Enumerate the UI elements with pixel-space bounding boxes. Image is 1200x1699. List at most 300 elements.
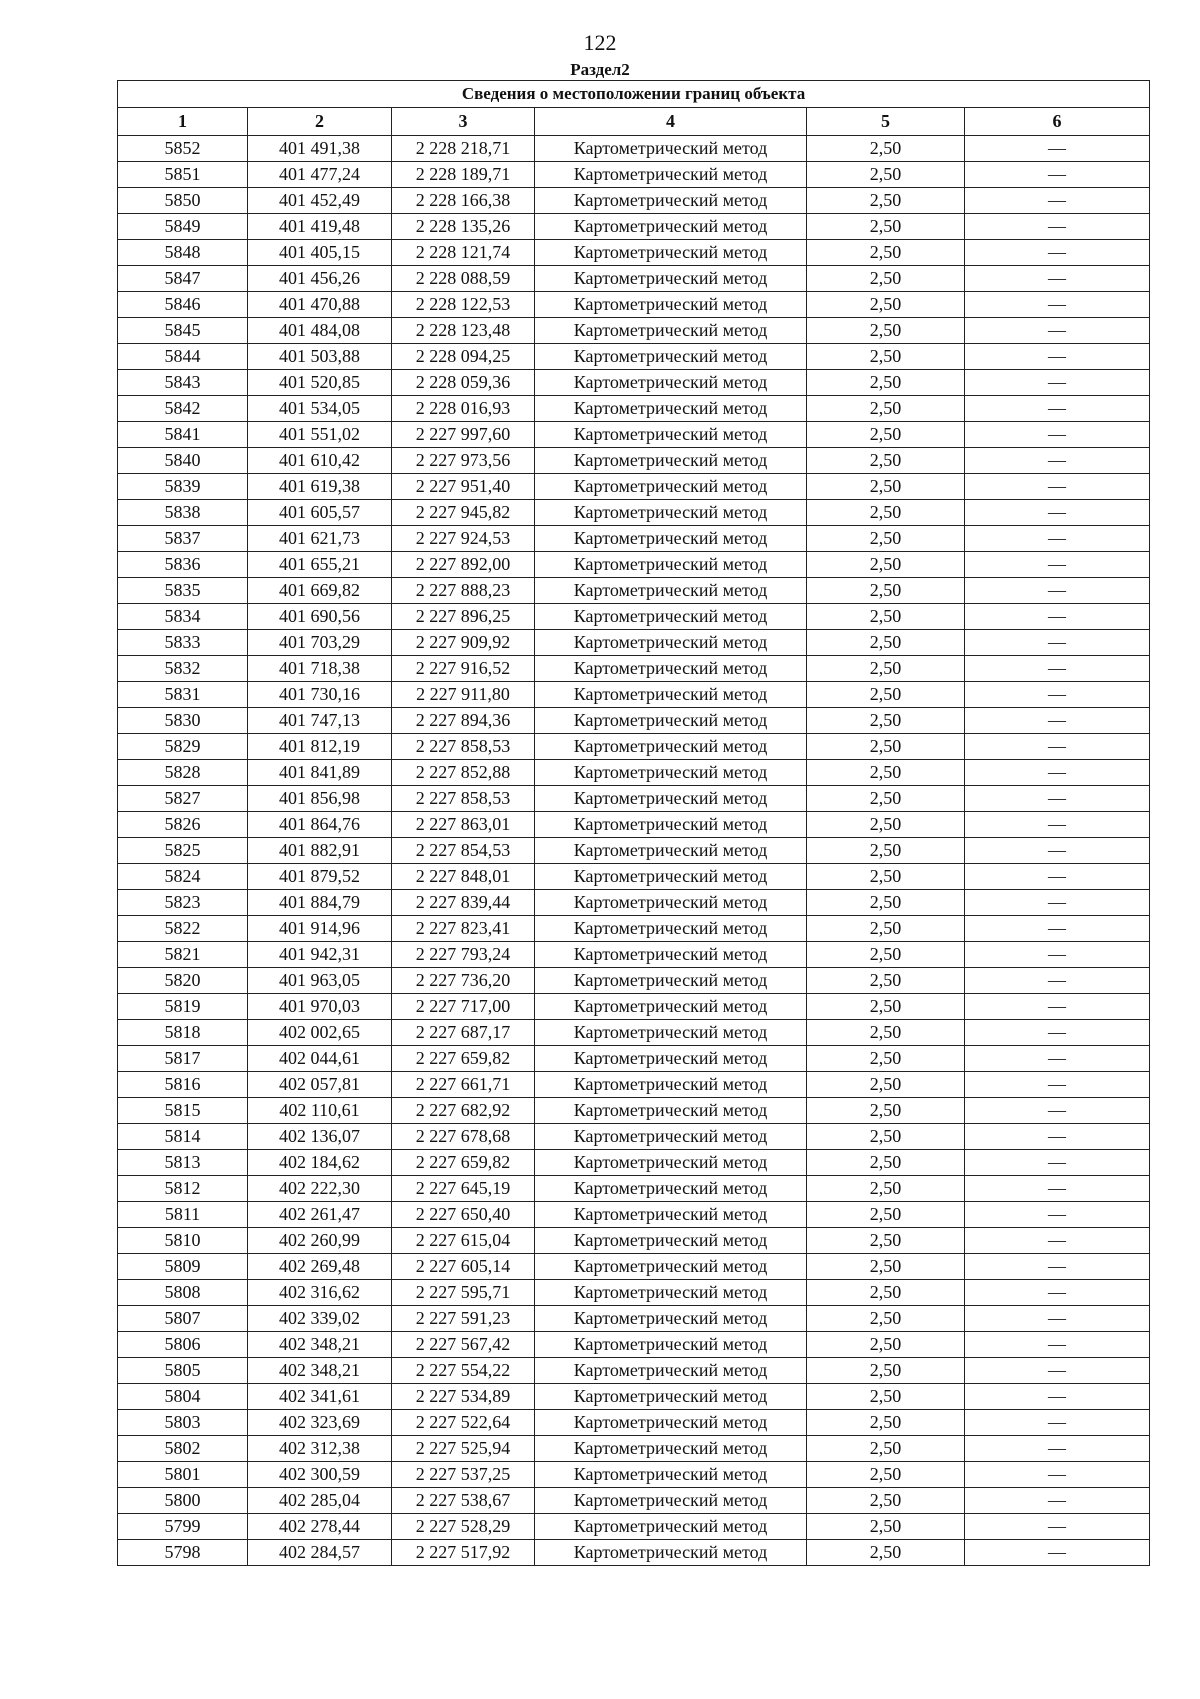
x-coordinate-cell: 402 044,61	[248, 1046, 392, 1072]
accuracy-cell: 2,50	[807, 682, 965, 708]
table-row	[118, 1202, 1150, 1228]
column-number: 1	[118, 108, 248, 136]
x-coordinate-cell: 401 405,15	[248, 240, 392, 266]
x-coordinate-cell: 401 534,05	[248, 396, 392, 422]
x-coordinate-cell: 402 136,07	[248, 1124, 392, 1150]
table-row	[118, 396, 1150, 422]
description-cell: —	[965, 1176, 1150, 1202]
x-coordinate-cell: 402 341,61	[248, 1384, 392, 1410]
method-cell: Картометрический метод	[535, 1306, 807, 1332]
x-coordinate-cell: 401 484,08	[248, 318, 392, 344]
x-coordinate-cell: 402 269,48	[248, 1254, 392, 1280]
x-coordinate-cell: 402 348,21	[248, 1358, 392, 1384]
column-number: 3	[392, 108, 535, 136]
method-cell: Картометрический метод	[535, 1072, 807, 1098]
point-number-cell: 5822	[118, 916, 248, 942]
point-number-cell: 5826	[118, 812, 248, 838]
method-cell: Картометрический метод	[535, 396, 807, 422]
point-number-cell: 5846	[118, 292, 248, 318]
point-number-cell: 5809	[118, 1254, 248, 1280]
description-cell: —	[965, 162, 1150, 188]
description-cell: —	[965, 1072, 1150, 1098]
y-coordinate-cell: 2 227 945,82	[392, 500, 535, 526]
point-number-cell: 5805	[118, 1358, 248, 1384]
table-row	[118, 656, 1150, 682]
section-title: Раздел2	[570, 60, 630, 79]
y-coordinate-cell: 2 227 916,52	[392, 656, 535, 682]
description-cell: —	[965, 1358, 1150, 1384]
point-number-cell: 5820	[118, 968, 248, 994]
x-coordinate-cell: 401 970,03	[248, 994, 392, 1020]
table-row	[118, 1046, 1150, 1072]
table-row	[118, 318, 1150, 344]
y-coordinate-cell: 2 228 088,59	[392, 266, 535, 292]
point-number-cell: 5832	[118, 656, 248, 682]
accuracy-cell: 2,50	[807, 1436, 965, 1462]
y-coordinate-cell: 2 227 951,40	[392, 474, 535, 500]
x-coordinate-cell: 402 323,69	[248, 1410, 392, 1436]
boundary-coordinates-table	[117, 80, 1150, 1566]
y-coordinate-cell: 2 227 854,53	[392, 838, 535, 864]
point-number-cell: 5825	[118, 838, 248, 864]
method-cell: Картометрический метод	[535, 292, 807, 318]
table-row	[118, 162, 1150, 188]
point-number-cell: 5836	[118, 552, 248, 578]
method-cell: Картометрический метод	[535, 1436, 807, 1462]
method-cell: Картометрический метод	[535, 734, 807, 760]
accuracy-cell: 2,50	[807, 188, 965, 214]
table-row	[118, 1540, 1150, 1566]
x-coordinate-cell: 402 348,21	[248, 1332, 392, 1358]
method-cell: Картометрический метод	[535, 1462, 807, 1488]
method-cell: Картометрический метод	[535, 526, 807, 552]
point-number-cell: 5816	[118, 1072, 248, 1098]
point-number-cell: 5852	[118, 136, 248, 162]
y-coordinate-cell: 2 227 517,92	[392, 1540, 535, 1566]
description-cell: —	[965, 604, 1150, 630]
y-coordinate-cell: 2 227 554,22	[392, 1358, 535, 1384]
table-row	[118, 188, 1150, 214]
accuracy-cell: 2,50	[807, 162, 965, 188]
description-cell: —	[965, 1254, 1150, 1280]
table-row	[118, 526, 1150, 552]
method-cell: Картометрический метод	[535, 1150, 807, 1176]
accuracy-cell: 2,50	[807, 266, 965, 292]
table-row	[118, 1072, 1150, 1098]
description-cell: —	[965, 630, 1150, 656]
point-number-cell: 5818	[118, 1020, 248, 1046]
method-cell: Картометрический метод	[535, 708, 807, 734]
accuracy-cell: 2,50	[807, 1306, 965, 1332]
method-cell: Картометрический метод	[535, 1202, 807, 1228]
method-cell: Картометрический метод	[535, 552, 807, 578]
table-row	[118, 1124, 1150, 1150]
point-number-cell: 5810	[118, 1228, 248, 1254]
y-coordinate-cell: 2 227 605,14	[392, 1254, 535, 1280]
table-row	[118, 500, 1150, 526]
page-number: 122	[583, 30, 617, 55]
accuracy-cell: 2,50	[807, 942, 965, 968]
x-coordinate-cell: 401 503,88	[248, 344, 392, 370]
accuracy-cell: 2,50	[807, 136, 965, 162]
point-number-cell: 5799	[118, 1514, 248, 1540]
y-coordinate-cell: 2 227 567,42	[392, 1332, 535, 1358]
method-cell: Картометрический метод	[535, 136, 807, 162]
description-cell: —	[965, 812, 1150, 838]
description-cell: —	[965, 734, 1150, 760]
accuracy-cell: 2,50	[807, 916, 965, 942]
point-number-cell: 5841	[118, 422, 248, 448]
method-cell: Картометрический метод	[535, 630, 807, 656]
x-coordinate-cell: 402 278,44	[248, 1514, 392, 1540]
y-coordinate-cell: 2 228 189,71	[392, 162, 535, 188]
table-row	[118, 968, 1150, 994]
point-number-cell: 5800	[118, 1488, 248, 1514]
point-number-cell: 5804	[118, 1384, 248, 1410]
accuracy-cell: 2,50	[807, 344, 965, 370]
point-number-cell: 5803	[118, 1410, 248, 1436]
accuracy-cell: 2,50	[807, 734, 965, 760]
x-coordinate-cell: 402 285,04	[248, 1488, 392, 1514]
point-number-cell: 5801	[118, 1462, 248, 1488]
accuracy-cell: 2,50	[807, 500, 965, 526]
method-cell: Картометрический метод	[535, 162, 807, 188]
method-cell: Картометрический метод	[535, 1540, 807, 1566]
point-number-cell: 5830	[118, 708, 248, 734]
description-cell: —	[965, 1462, 1150, 1488]
x-coordinate-cell: 402 284,57	[248, 1540, 392, 1566]
description-cell: —	[965, 1384, 1150, 1410]
table-row	[118, 1020, 1150, 1046]
table-row	[118, 1384, 1150, 1410]
method-cell: Картометрический метод	[535, 1228, 807, 1254]
description-cell: —	[965, 526, 1150, 552]
table-caption: Сведения о местоположении границ объекта	[118, 81, 1150, 108]
method-cell: Картометрический метод	[535, 760, 807, 786]
point-number-cell: 5817	[118, 1046, 248, 1072]
point-number-cell: 5802	[118, 1436, 248, 1462]
method-cell: Картометрический метод	[535, 318, 807, 344]
table-row	[118, 890, 1150, 916]
point-number-cell: 5843	[118, 370, 248, 396]
table-row	[118, 864, 1150, 890]
accuracy-cell: 2,50	[807, 864, 965, 890]
table-row	[118, 1488, 1150, 1514]
description-cell: —	[965, 708, 1150, 734]
description-cell: —	[965, 240, 1150, 266]
accuracy-cell: 2,50	[807, 1098, 965, 1124]
method-cell: Картометрический метод	[535, 682, 807, 708]
table-row	[118, 708, 1150, 734]
y-coordinate-cell: 2 227 595,71	[392, 1280, 535, 1306]
table-row	[118, 1280, 1150, 1306]
x-coordinate-cell: 402 002,65	[248, 1020, 392, 1046]
table-row	[118, 1228, 1150, 1254]
y-coordinate-cell: 2 227 717,00	[392, 994, 535, 1020]
method-cell: Картометрический метод	[535, 214, 807, 240]
table-row	[118, 604, 1150, 630]
y-coordinate-cell: 2 227 888,23	[392, 578, 535, 604]
table-row	[118, 838, 1150, 864]
y-coordinate-cell: 2 227 537,25	[392, 1462, 535, 1488]
point-number-cell: 5798	[118, 1540, 248, 1566]
x-coordinate-cell: 401 879,52	[248, 864, 392, 890]
table-row	[118, 682, 1150, 708]
point-number-cell: 5845	[118, 318, 248, 344]
accuracy-cell: 2,50	[807, 370, 965, 396]
point-number-cell: 5839	[118, 474, 248, 500]
y-coordinate-cell: 2 227 687,17	[392, 1020, 535, 1046]
description-cell: —	[965, 1488, 1150, 1514]
column-number: 2	[248, 108, 392, 136]
x-coordinate-cell: 402 300,59	[248, 1462, 392, 1488]
accuracy-cell: 2,50	[807, 838, 965, 864]
description-cell: —	[965, 1306, 1150, 1332]
column-number: 5	[807, 108, 965, 136]
x-coordinate-cell: 402 222,30	[248, 1176, 392, 1202]
table-row	[118, 1410, 1150, 1436]
table-row	[118, 734, 1150, 760]
description-cell: —	[965, 656, 1150, 682]
table-row	[118, 474, 1150, 500]
method-cell: Картометрический метод	[535, 344, 807, 370]
x-coordinate-cell: 401 963,05	[248, 968, 392, 994]
x-coordinate-cell: 402 339,02	[248, 1306, 392, 1332]
point-number-cell: 5812	[118, 1176, 248, 1202]
method-cell: Картометрический метод	[535, 1020, 807, 1046]
y-coordinate-cell: 2 227 534,89	[392, 1384, 535, 1410]
method-cell: Картометрический метод	[535, 890, 807, 916]
x-coordinate-cell: 401 856,98	[248, 786, 392, 812]
description-cell: —	[965, 292, 1150, 318]
accuracy-cell: 2,50	[807, 318, 965, 344]
y-coordinate-cell: 2 227 823,41	[392, 916, 535, 942]
y-coordinate-cell: 2 227 736,20	[392, 968, 535, 994]
x-coordinate-cell: 401 747,13	[248, 708, 392, 734]
description-cell: —	[965, 214, 1150, 240]
x-coordinate-cell: 401 610,42	[248, 448, 392, 474]
y-coordinate-cell: 2 228 123,48	[392, 318, 535, 344]
point-number-cell: 5829	[118, 734, 248, 760]
method-cell: Картометрический метод	[535, 916, 807, 942]
y-coordinate-cell: 2 228 094,25	[392, 344, 535, 370]
description-cell: —	[965, 786, 1150, 812]
description-cell: —	[965, 578, 1150, 604]
accuracy-cell: 2,50	[807, 474, 965, 500]
y-coordinate-cell: 2 227 894,36	[392, 708, 535, 734]
table-row	[118, 1306, 1150, 1332]
accuracy-cell: 2,50	[807, 578, 965, 604]
y-coordinate-cell: 2 227 839,44	[392, 890, 535, 916]
description-cell: —	[965, 1046, 1150, 1072]
method-cell: Картометрический метод	[535, 812, 807, 838]
table-row	[118, 1176, 1150, 1202]
description-cell: —	[965, 864, 1150, 890]
accuracy-cell: 2,50	[807, 812, 965, 838]
x-coordinate-cell: 401 491,38	[248, 136, 392, 162]
description-cell: —	[965, 942, 1150, 968]
table-row	[118, 292, 1150, 318]
description-cell: —	[965, 474, 1150, 500]
description-cell: —	[965, 1124, 1150, 1150]
column-number: 6	[965, 108, 1150, 136]
accuracy-cell: 2,50	[807, 1280, 965, 1306]
accuracy-cell: 2,50	[807, 396, 965, 422]
table-caption-row	[118, 81, 1150, 108]
y-coordinate-cell: 2 227 538,67	[392, 1488, 535, 1514]
x-coordinate-cell: 401 669,82	[248, 578, 392, 604]
y-coordinate-cell: 2 227 896,25	[392, 604, 535, 630]
accuracy-cell: 2,50	[807, 1462, 965, 1488]
x-coordinate-cell: 402 057,81	[248, 1072, 392, 1098]
x-coordinate-cell: 401 690,56	[248, 604, 392, 630]
point-number-cell: 5824	[118, 864, 248, 890]
accuracy-cell: 2,50	[807, 1176, 965, 1202]
point-number-cell: 5848	[118, 240, 248, 266]
point-number-cell: 5835	[118, 578, 248, 604]
x-coordinate-cell: 402 184,62	[248, 1150, 392, 1176]
method-cell: Картометрический метод	[535, 864, 807, 890]
point-number-cell: 5821	[118, 942, 248, 968]
table-row	[118, 370, 1150, 396]
method-cell: Картометрический метод	[535, 1046, 807, 1072]
description-cell: —	[965, 396, 1150, 422]
y-coordinate-cell: 2 228 059,36	[392, 370, 535, 396]
accuracy-cell: 2,50	[807, 240, 965, 266]
x-coordinate-cell: 401 551,02	[248, 422, 392, 448]
x-coordinate-cell: 401 730,16	[248, 682, 392, 708]
description-cell: —	[965, 1540, 1150, 1566]
y-coordinate-cell: 2 228 122,53	[392, 292, 535, 318]
accuracy-cell: 2,50	[807, 630, 965, 656]
description-cell: —	[965, 344, 1150, 370]
accuracy-cell: 2,50	[807, 708, 965, 734]
table-row	[118, 552, 1150, 578]
x-coordinate-cell: 401 884,79	[248, 890, 392, 916]
y-coordinate-cell: 2 227 661,71	[392, 1072, 535, 1098]
table-row	[118, 916, 1150, 942]
accuracy-cell: 2,50	[807, 1540, 965, 1566]
method-cell: Картометрический метод	[535, 1410, 807, 1436]
table-row	[118, 448, 1150, 474]
x-coordinate-cell: 401 621,73	[248, 526, 392, 552]
table-row	[118, 812, 1150, 838]
method-cell: Картометрический метод	[535, 1358, 807, 1384]
table-row	[118, 1150, 1150, 1176]
y-coordinate-cell: 2 227 793,24	[392, 942, 535, 968]
x-coordinate-cell: 402 110,61	[248, 1098, 392, 1124]
y-coordinate-cell: 2 227 528,29	[392, 1514, 535, 1540]
table-row	[118, 266, 1150, 292]
accuracy-cell: 2,50	[807, 448, 965, 474]
x-coordinate-cell: 402 312,38	[248, 1436, 392, 1462]
accuracy-cell: 2,50	[807, 292, 965, 318]
column-number: 4	[535, 108, 807, 136]
method-cell: Картометрический метод	[535, 240, 807, 266]
method-cell: Картометрический метод	[535, 1176, 807, 1202]
column-number-row	[118, 108, 1150, 136]
x-coordinate-cell: 402 316,62	[248, 1280, 392, 1306]
table-row	[118, 1098, 1150, 1124]
description-cell: —	[965, 552, 1150, 578]
description-cell: —	[965, 1150, 1150, 1176]
table-row	[118, 1514, 1150, 1540]
y-coordinate-cell: 2 227 645,19	[392, 1176, 535, 1202]
method-cell: Картометрический метод	[535, 1488, 807, 1514]
y-coordinate-cell: 2 227 852,88	[392, 760, 535, 786]
method-cell: Картометрический метод	[535, 474, 807, 500]
x-coordinate-cell: 401 914,96	[248, 916, 392, 942]
accuracy-cell: 2,50	[807, 760, 965, 786]
point-number-cell: 5819	[118, 994, 248, 1020]
y-coordinate-cell: 2 228 218,71	[392, 136, 535, 162]
y-coordinate-cell: 2 228 121,74	[392, 240, 535, 266]
point-number-cell: 5814	[118, 1124, 248, 1150]
point-number-cell: 5815	[118, 1098, 248, 1124]
table-row	[118, 994, 1150, 1020]
accuracy-cell: 2,50	[807, 1332, 965, 1358]
y-coordinate-cell: 2 227 973,56	[392, 448, 535, 474]
point-number-cell: 5828	[118, 760, 248, 786]
accuracy-cell: 2,50	[807, 526, 965, 552]
y-coordinate-cell: 2 227 678,68	[392, 1124, 535, 1150]
description-cell: —	[965, 1098, 1150, 1124]
x-coordinate-cell: 401 882,91	[248, 838, 392, 864]
y-coordinate-cell: 2 227 525,94	[392, 1436, 535, 1462]
x-coordinate-cell: 401 942,31	[248, 942, 392, 968]
accuracy-cell: 2,50	[807, 994, 965, 1020]
accuracy-cell: 2,50	[807, 552, 965, 578]
y-coordinate-cell: 2 227 682,92	[392, 1098, 535, 1124]
y-coordinate-cell: 2 227 858,53	[392, 734, 535, 760]
x-coordinate-cell: 401 718,38	[248, 656, 392, 682]
accuracy-cell: 2,50	[807, 1488, 965, 1514]
table-row	[118, 1462, 1150, 1488]
point-number-cell: 5837	[118, 526, 248, 552]
y-coordinate-cell: 2 227 924,53	[392, 526, 535, 552]
x-coordinate-cell: 401 456,26	[248, 266, 392, 292]
description-cell: —	[965, 188, 1150, 214]
y-coordinate-cell: 2 227 650,40	[392, 1202, 535, 1228]
point-number-cell: 5811	[118, 1202, 248, 1228]
y-coordinate-cell: 2 228 016,93	[392, 396, 535, 422]
method-cell: Картометрический метод	[535, 578, 807, 604]
description-cell: —	[965, 1228, 1150, 1254]
point-number-cell: 5840	[118, 448, 248, 474]
description-cell: —	[965, 682, 1150, 708]
y-coordinate-cell: 2 227 659,82	[392, 1046, 535, 1072]
y-coordinate-cell: 2 227 997,60	[392, 422, 535, 448]
description-cell: —	[965, 1332, 1150, 1358]
table-row	[118, 240, 1150, 266]
table-row	[118, 578, 1150, 604]
point-number-cell: 5850	[118, 188, 248, 214]
accuracy-cell: 2,50	[807, 1150, 965, 1176]
y-coordinate-cell: 2 227 909,92	[392, 630, 535, 656]
point-number-cell: 5806	[118, 1332, 248, 1358]
description-cell: —	[965, 838, 1150, 864]
accuracy-cell: 2,50	[807, 1072, 965, 1098]
description-cell: —	[965, 136, 1150, 162]
table-row	[118, 422, 1150, 448]
description-cell: —	[965, 1436, 1150, 1462]
method-cell: Картометрический метод	[535, 1098, 807, 1124]
description-cell: —	[965, 1410, 1150, 1436]
x-coordinate-cell: 401 703,29	[248, 630, 392, 656]
accuracy-cell: 2,50	[807, 1384, 965, 1410]
accuracy-cell: 2,50	[807, 1020, 965, 1046]
accuracy-cell: 2,50	[807, 422, 965, 448]
